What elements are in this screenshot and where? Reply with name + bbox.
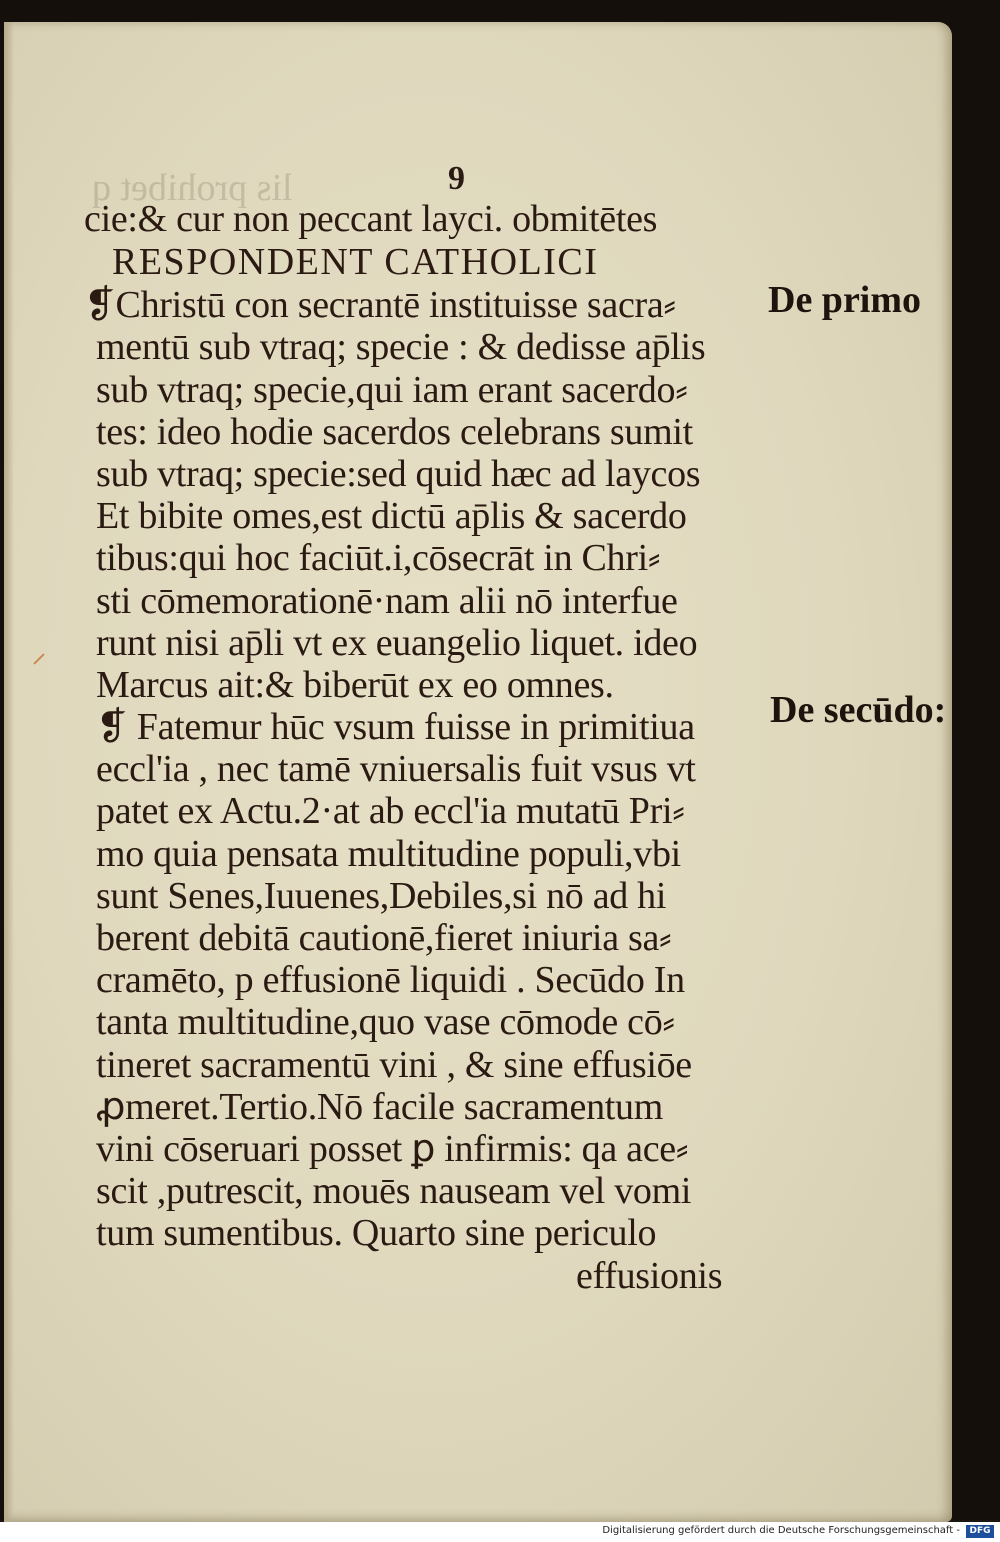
text-line: sti cōmemorationē·nam alii nō interfue	[96, 579, 678, 622]
page-gutter-shadow	[4, 22, 14, 1522]
text-line: eccl'ia , nec tamē vniuersalis fuit vsus vt	[96, 748, 696, 791]
text-line: scit ,putrescit, mouēs nauseam vel vomi	[96, 1170, 692, 1213]
text-line: Marcus ait:& biberūt ex eo omnes.	[96, 663, 614, 706]
text-line: Et bibite omes,est dictū ap̄lis & sacerdo	[96, 495, 687, 538]
text-line: ❡ Fatemur hūc vsum fuisse in primitiua	[96, 706, 695, 749]
text-line: berent debitā cautionē,fieret iniuria sa⸗	[96, 917, 672, 959]
text-line: tibus:qui hoc faciūt.i,cōsecrāt in Chri⸗	[96, 537, 661, 580]
text-line: sub vtraq; specie:sed quid hæc ad laycos	[96, 452, 701, 495]
text-line: mo quia pensata multitudine populi,vbi	[96, 832, 681, 875]
digitization-footer	[0, 1522, 1000, 1542]
dfg-logo: DFG	[966, 1525, 994, 1538]
main-text-block	[84, 198, 764, 1297]
text-line: tes: ideo hodie sacerdos celebrans sumit	[96, 410, 693, 453]
text-line: tanta multitudine,quo vase cōmode cō⸗	[96, 1001, 675, 1044]
text-line: tineret sacramentū vini , & sine effusiōe	[96, 1043, 692, 1086]
marginal-note-secundo: De secūdo:	[770, 689, 947, 731]
text-line: vini cōseruari posset ꝑ infirmis: qa ace⸗	[96, 1127, 689, 1170]
text-line: patet ex Actu.2·at ab eccl'ia mutatū Pri⸗	[96, 790, 685, 833]
text-line: runt nisi ap̄li vt ex euangelio liquet. ideo	[96, 621, 698, 664]
text-line: mentū sub vtraq; specie : & dedisse ap̄lis	[96, 326, 706, 369]
catchword: effusionis	[576, 1254, 723, 1297]
text-line: ꝓmeret.Tertio.Nō facile sacramentum	[96, 1085, 664, 1128]
text-line: sub vtraq; specie,qui iam erant sacerdo⸗	[96, 368, 688, 411]
text-line: tum sumentibus. Quarto sine periculo	[96, 1212, 657, 1255]
text-line: cie:& cur non peccant layci. obmitētes	[84, 198, 658, 240]
text-line: sunt Senes,Iuuenes,Debiles,si nō ad hi	[96, 874, 667, 917]
folio-number: 9	[448, 160, 465, 197]
text-line: cramēto, p effusionē liquidi . Secūdo In	[96, 959, 685, 1002]
marginal-note-primo: De primo	[768, 279, 922, 321]
section-heading: RESPONDENT CATHOLICI	[112, 241, 599, 284]
text-line: ❡Christū con secrantē instituisse sacra⸗	[84, 284, 676, 327]
funding-notice: Digitalisierung gefördert durch die Deutsche Forschungsgemeinschaft -	[602, 1525, 960, 1536]
bleed-through-text: lis prohibet q	[92, 167, 293, 209]
